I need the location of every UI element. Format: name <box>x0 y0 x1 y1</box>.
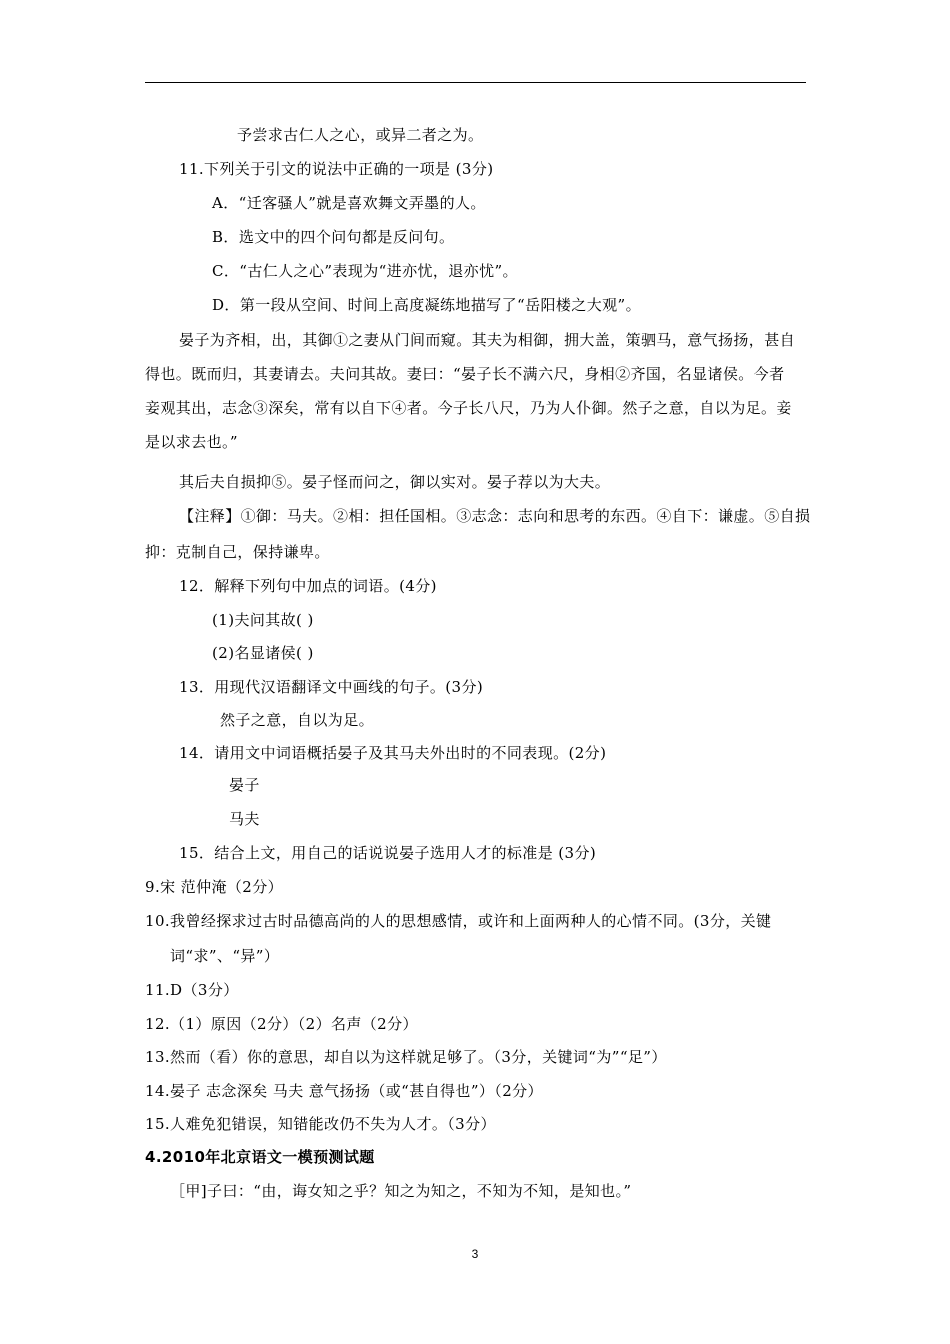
option-a: A．“迁客骚人”就是喜欢舞文弄墨的人。 <box>212 194 486 212</box>
answer-line: 15.人难免犯错误，知错能改仍不失为人才。（3分） <box>145 1115 496 1133</box>
passage-line: 妾观其出，志念③深矣，常有以自下④者。今子长八尺，乃为人仆御。然子之意，自以为足。妾 <box>145 399 792 417</box>
answer-line: 11.D（3分） <box>145 981 239 999</box>
answer-line: 9.宋 范仲淹（2分） <box>145 878 284 896</box>
question-12: 12．解释下列句中加点的词语。(4分) <box>179 577 437 595</box>
passage-line: 其后夫自损抑⑤。晏子怪而问之，御以实对。晏子荐以为大夫。 <box>179 473 611 491</box>
answer-line: 词“求”、“异”） <box>170 947 280 965</box>
answer-line: 10.我曾经探求过古时品德高尚的人的思想感情，或许和上面两种人的心情不同。(3分，关键 <box>145 912 772 930</box>
passage-line: 晏子为齐相，出，其御①之妻从门间而窥。其夫为相御，拥大盖，策驷马，意气扬扬，甚自 <box>179 331 796 349</box>
header-rule <box>145 82 806 83</box>
option-b: B．选文中的四个问句都是反问句。 <box>212 228 455 246</box>
passage-line: 是以求去也。” <box>145 433 238 451</box>
question-12-item: (1)夫问其故( ) <box>212 611 314 629</box>
section-heading: 4.2010年北京语文一模预测试题 <box>145 1148 375 1166</box>
answer-line: 14.晏子 志念深矣 马夫 意气扬扬（或“甚自得也”）（2分） <box>145 1082 543 1100</box>
annotation-line: 抑：克制自己，保持谦卑。 <box>145 543 330 561</box>
question-12-item: (2)名显诸侯( ) <box>212 644 314 662</box>
answer-line: 12.（1）原因（2分）（2）名声（2分） <box>145 1015 418 1033</box>
answer-line: 13.然而（看）你的意思，却自以为这样就足够了。（3分，关键词“为”“足”） <box>145 1048 667 1066</box>
option-c: C．“古仁人之心”表现为“进亦忧，退亦忧”。 <box>212 262 518 280</box>
passage-line: 得也。既而归，其妻请去。夫问其故。妻曰：“晏子长不满六尺，身相②齐国，名显诸侯。今者 <box>145 365 785 383</box>
question-13-sentence: 然子之意，自以为足。 <box>220 711 375 729</box>
question-14-item: 马夫 <box>229 810 260 828</box>
question-14: 14．请用文中词语概括晏子及其马夫外出时的不同表现。(2分) <box>179 744 607 762</box>
question-13: 13．用现代汉语翻译文中画线的句子。(3分) <box>179 678 484 696</box>
passage-line: ［甲]子曰：“由，诲女知之乎？知之为知之，不知为不知，是知也。” <box>170 1182 632 1200</box>
text-line: 予尝求古仁人之心，或异二者之为。 <box>237 126 484 144</box>
annotation-line: 【注释】①御：马夫。②相：担任国相。③志念：志向和思考的东西。④自下：谦虚。⑤自损 <box>179 507 811 525</box>
question-14-item: 晏子 <box>229 776 260 794</box>
question-15: 15．结合上文，用自己的话说说晏子选用人才的标准是 (3分) <box>179 844 597 862</box>
option-d: D．第一段从空间、时间上高度凝练地描写了“岳阳楼之大观”。 <box>212 296 641 314</box>
page-number: 3 <box>471 1247 479 1261</box>
question-11: 11.下列关于引文的说法中正确的一项是 (3分) <box>179 160 494 178</box>
